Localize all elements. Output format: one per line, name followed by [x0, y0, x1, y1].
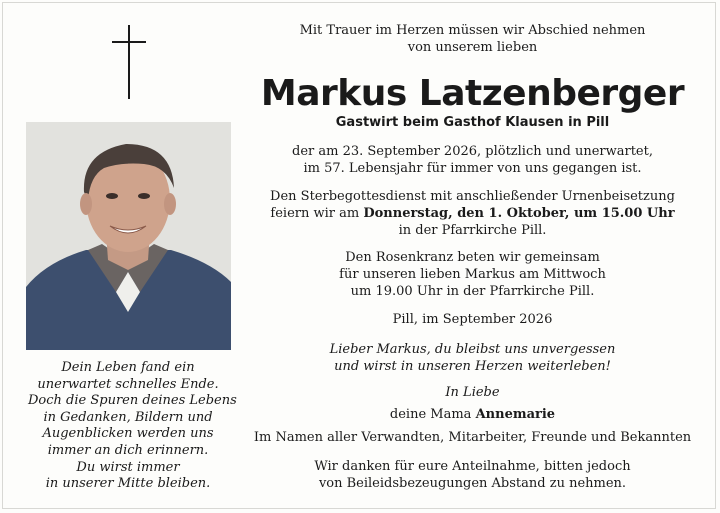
death-notice: der am 23. September 2026, plötzlich und unerwartet, im 57. Lebensjahr für immer von uns gegangen ist.	[292, 144, 653, 176]
funeral-date: Donnerstag, den 1. Oktober, um 15.00 Uhr	[363, 206, 675, 221]
farewell-text: Lieber Markus, du bleibst uns unvergessen und wirst in unseren Herzen weiterleben!	[329, 342, 616, 374]
poem-line: Dein Leben fand ein	[61, 360, 195, 375]
intro-text: Mit Trauer im Herzen müssen wir Abschied nehmen von unserem lieben	[299, 23, 646, 55]
deceased-name: Markus Latzenberger	[260, 73, 685, 114]
poem-line: immer an dich erinnern.	[47, 442, 209, 458]
portrait-photo	[26, 122, 231, 350]
poem-line: Doch die Spuren deines Lebens	[28, 393, 237, 409]
poem	[28, 360, 237, 493]
poem-line: Augenblicken werden uns	[42, 426, 214, 442]
funeral-info: Den Sterbegottesdienst mit anschließender Urnenbeisetzung feiern wir am Donnerstag, den 1. Oktober, um 15.00 Uhr in der Pfarrkirche Pill.	[270, 189, 675, 238]
thanks-text: Wir danken für eure Anteilnahme, bitten jedoch von Beileidsbezeugungen Abstand zu nehmen.	[314, 459, 631, 491]
in-love: In Liebe	[445, 385, 500, 400]
place-date: Pill, im September 2026	[392, 312, 553, 327]
on-behalf: Im Namen aller Verwandten, Mitarbeiter, Freunde und Bekannten	[253, 430, 692, 445]
poem-line: Du wirst immer	[76, 459, 180, 475]
deceased-role: Gastwirt beim Gasthof Klausen in Pill	[335, 115, 610, 130]
cross-icon	[112, 25, 146, 99]
mother-signature: deine Mama Annemarie	[389, 407, 556, 422]
poem-line: unerwartet schnelles Ende.	[37, 376, 219, 392]
poem-line: in unserer Mitte bleiben.	[45, 476, 211, 492]
poem-line: in Gedanken, Bildern und	[43, 409, 213, 425]
rosary-info: Den Rosenkranz beten wir gemeinsam für unseren lieben Markus am Mittwoch um 19.00 Uhr in der Pfarrkirche Pill.	[339, 250, 606, 299]
